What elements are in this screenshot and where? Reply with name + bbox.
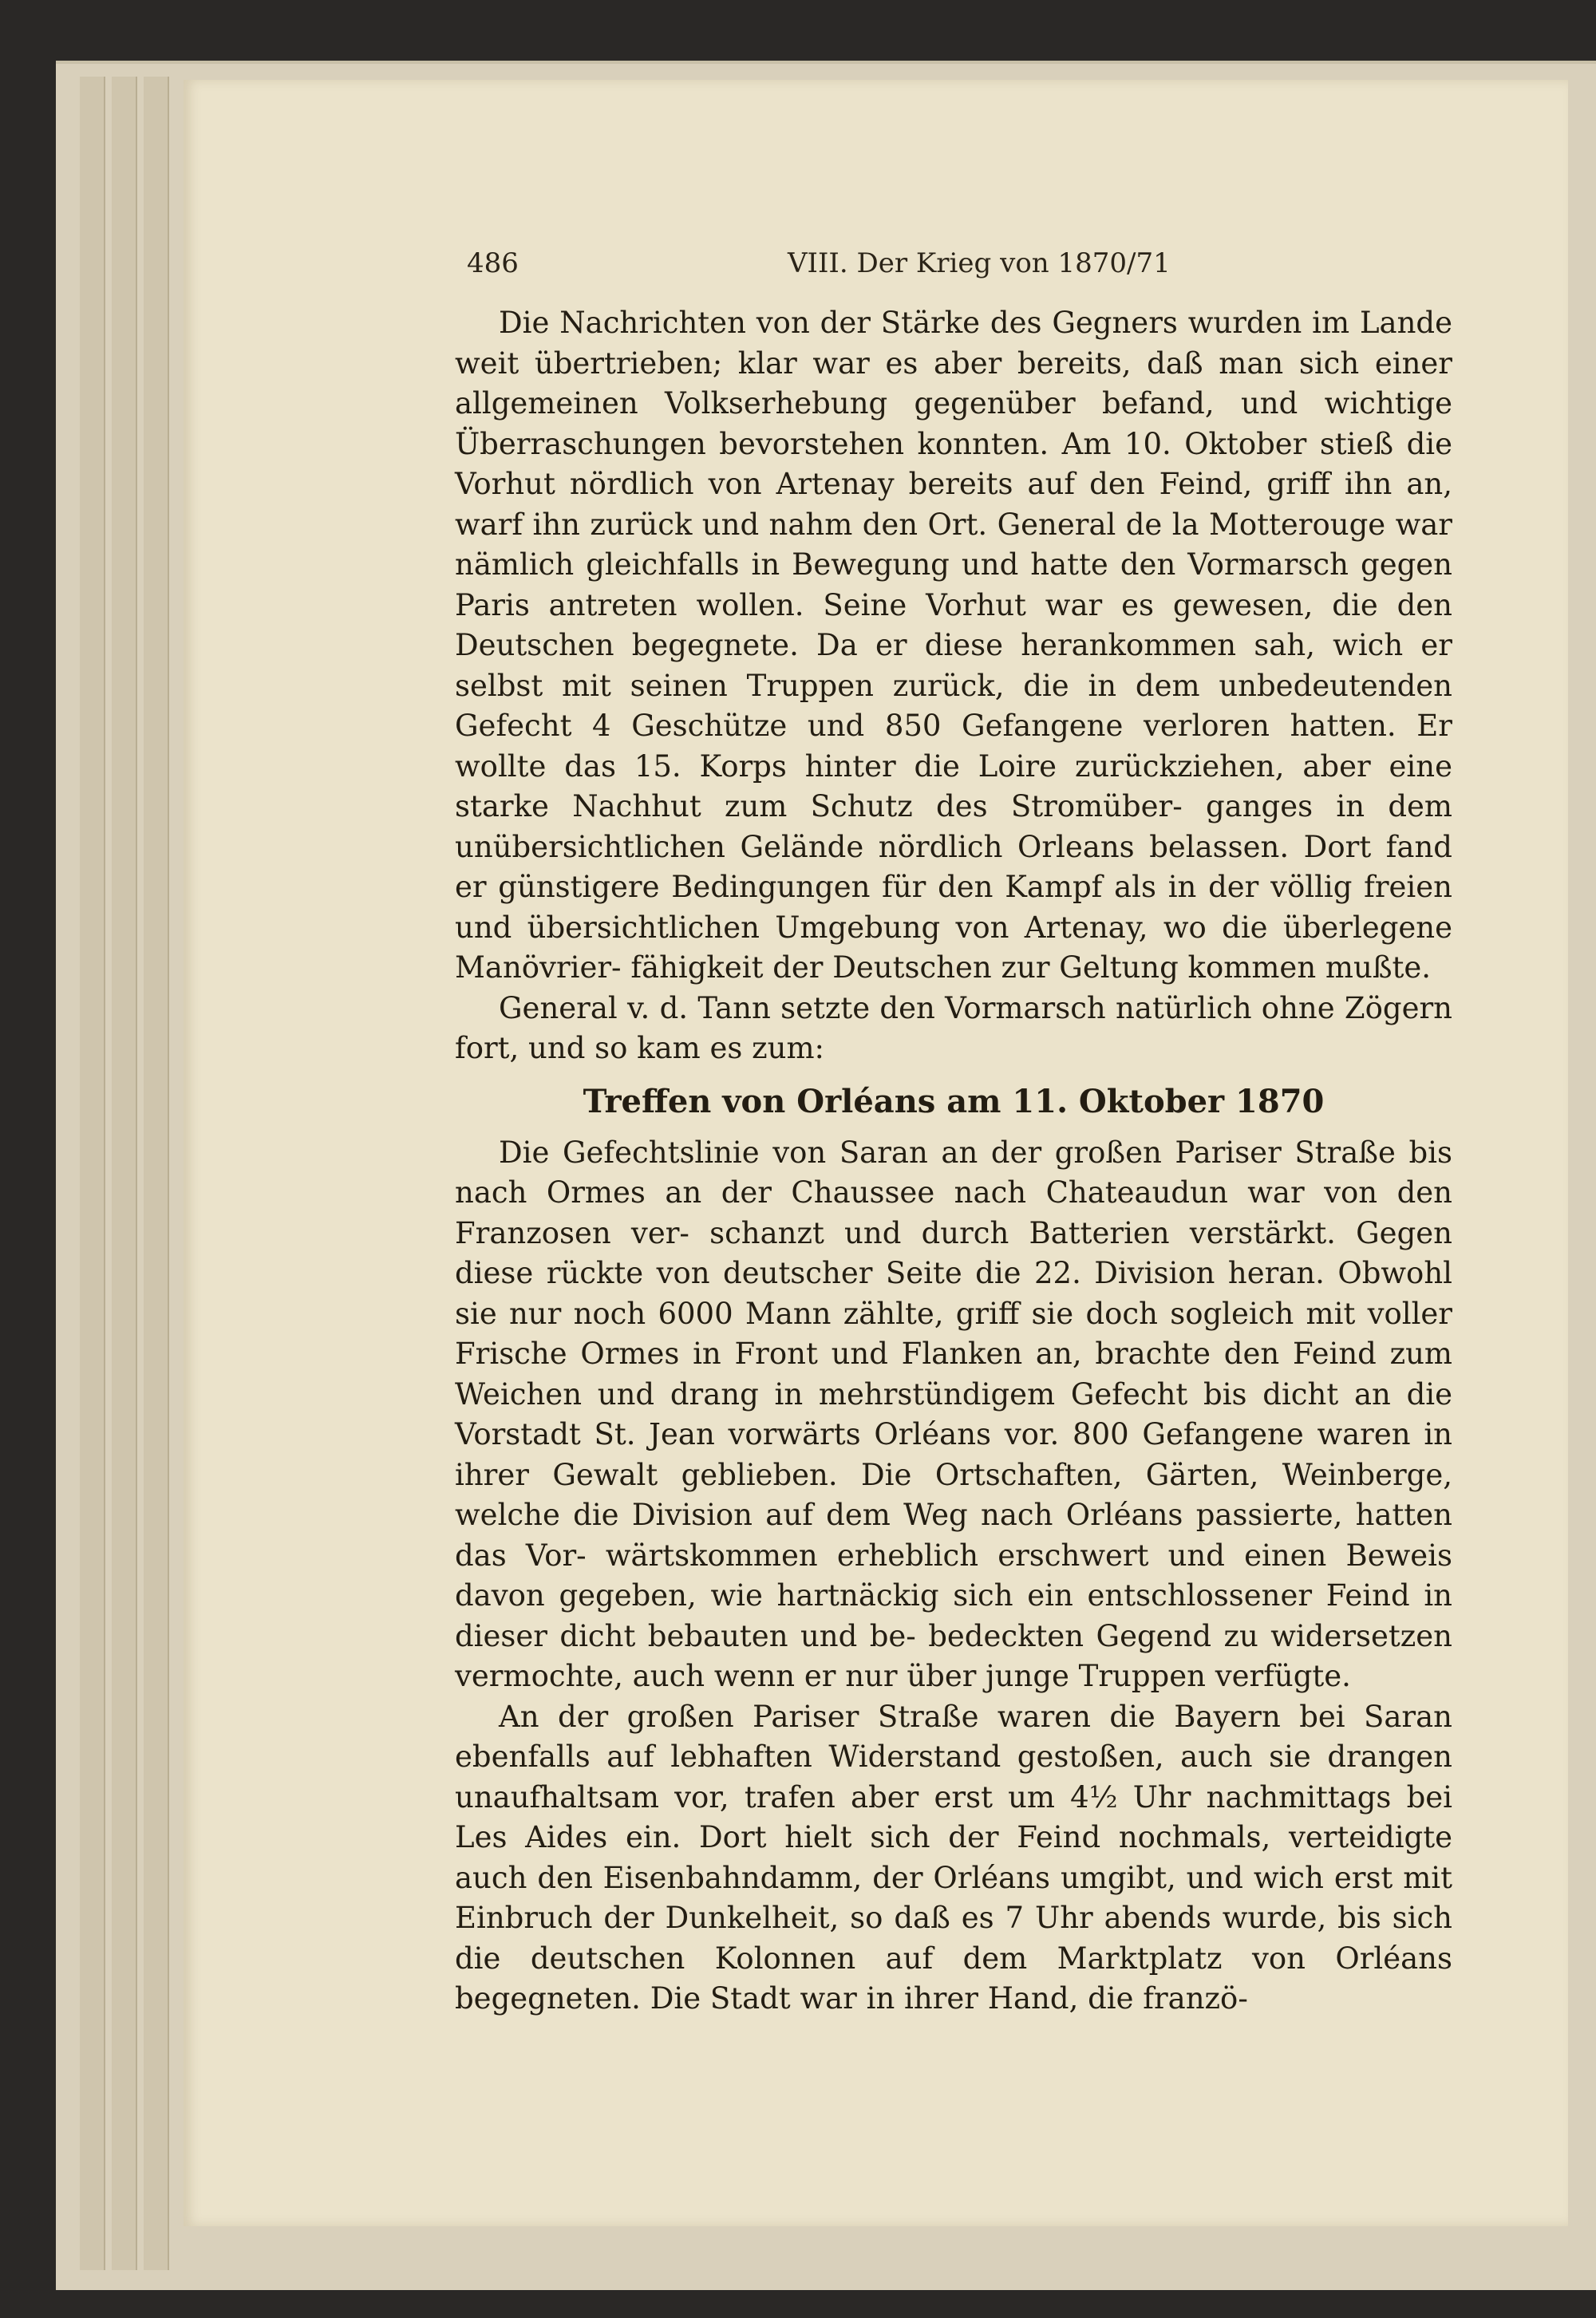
chapter-title: VIII. Der Krieg von 1870/71 <box>788 247 1171 279</box>
page-edge <box>112 77 137 2270</box>
paragraph: General v. d. Tann setzte den Vormarsch natürlich ohne Zögern fort, und so kam es zum: <box>455 990 1452 1065</box>
paragraph: Die Nachrichten von der Stärke des Gegners wurden im Lande weit übertrieben; klar war es aber bereits, daß man sich einer allgemeinen Volkserhebung gegenüber befand, und wichtige Überraschungen bevorstehen konnten. Am 10. Oktober stieß die Vorhut nördlich von Artenay bereits auf den Feind, griff ihn an, warf ihn zurück und nahm den Ort. General de la Motterouge war nämlich gleichfalls in Bewegung und hatte den Vormarsch gegen Paris antreten wollen. Seine Vorhut war es gewesen, die den Deutschen begegnete. Da er diese herankommen sah, wich er selbst mit seinen Truppen zurück, die in dem unbedeutenden Gefecht 4 Geschütze und 850 Gefangene verloren hatten. Er wollte das 15. Korps hinter die Loire zurückziehen, aber eine starke Nachhut zum Schutz des Stromüber- ganges in dem unübersichtlichen Gelände nördlich Orleans belassen. Dort fand er günstigere Bedingungen für den Kampf als in der völlig freien und übersichtlichen Umgebung von Artenay, wo die überlegene Manövrier- fähigkeit der Deutschen zur Geltung kommen mußte. <box>455 306 1452 985</box>
paragraph: An der großen Pariser Straße waren die Bayern bei Saran ebenfalls auf lebhaften Widerstand gestoßen, auch sie drangen unaufhaltsam vor, trafen aber erst um 4½ Uhr nachmittags bei Les Aides ein. Dort hielt sich der Feind nochmals, verteidigte auch den Eisenbahndamm, der Orléans umgibt, und wich erst mit Einbruch der Dunkelheit, so daß es 7 Uhr abends wurde, bis sich die deutschen Kolonnen auf dem Marktplatz von Orléans begegneten. Die Stadt war in ihrer Hand, die franzö- <box>455 1699 1452 2016</box>
section-heading: Treffen von Orléans am 11. Oktober 1870 <box>583 1082 1325 1120</box>
page-edge <box>80 77 105 2270</box>
paragraph: Die Gefechtslinie von Saran an der großen Pariser Straße bis nach Ormes an der Chaussee nach Chateaudun war von den Franzosen ver- schanzt und durch Batterien verstärkt. Gegen diese rückte von deutscher Seite die 22. Division heran. Obwohl sie nur noch 6000 Mann zählte, griff sie doch sogleich mit voller Frische Ormes in Front und Flanken an, brachte den Feind zum Weichen und drang in mehrstündigem Gefecht bis dicht an die Vorstadt St. Jean vorwärts Orléans vor. 800 Gefangene waren in ihrer Gewalt geblieben. Die Ortschaften, Gärten, Weinberge, welche die Division auf dem Weg nach Orléans passierte, hatten das Vor- wärtskommen erheblich erschwert und einen Beweis davon gegeben, wie hartnäckig sich ein entschlossener Feind in dieser dicht bebauten und be- bedeckten Gegend zu widersetzen vermochte, auch wenn er nur über junge Truppen verfügte. <box>455 1135 1452 1693</box>
running-header <box>467 239 1452 287</box>
page-number: 486 <box>467 247 519 279</box>
page-edge <box>144 77 169 2270</box>
body-text <box>455 303 1452 2020</box>
